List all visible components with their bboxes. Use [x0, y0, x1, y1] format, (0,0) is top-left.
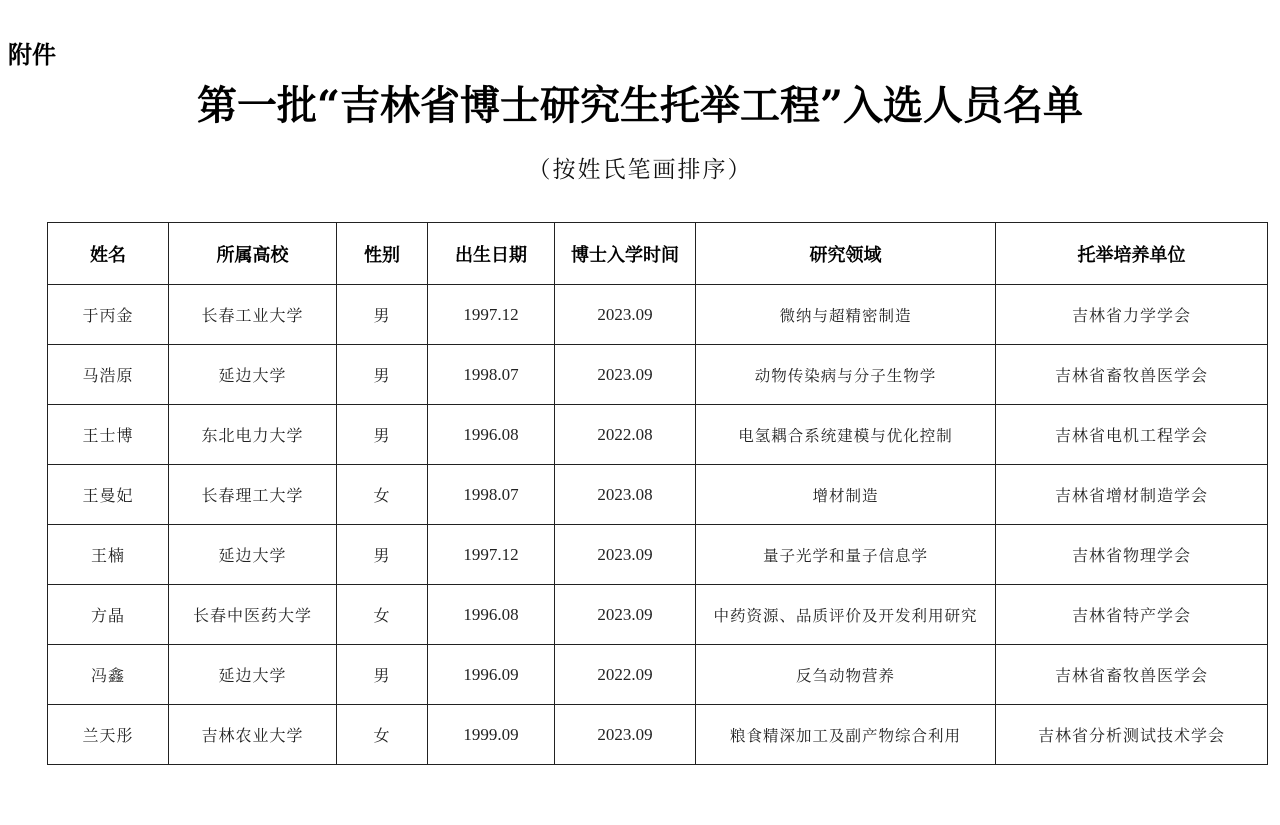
table-row [48, 585, 1268, 645]
cell-enrollment-date: 2022.09 [555, 645, 696, 705]
cell-birth-date: 1997.12 [428, 285, 555, 345]
cell-name: 王楠 [48, 525, 169, 585]
cell-training-unit: 吉林省特产学会 [996, 585, 1268, 645]
header-gender: 性别 [337, 223, 428, 285]
cell-research-field: 粮食精深加工及副产物综合利用 [696, 705, 996, 765]
header-university: 所属高校 [169, 223, 337, 285]
table-row [48, 465, 1268, 525]
cell-research-field: 量子光学和量子信息学 [696, 525, 996, 585]
cell-birth-date: 1996.08 [428, 585, 555, 645]
cell-training-unit: 吉林省畜牧兽医学会 [996, 345, 1268, 405]
cell-enrollment-date: 2023.09 [555, 585, 696, 645]
cell-training-unit: 吉林省畜牧兽医学会 [996, 645, 1268, 705]
cell-name: 兰天彤 [48, 705, 169, 765]
cell-university: 吉林农业大学 [169, 705, 337, 765]
header-research-field: 研究领域 [696, 223, 996, 285]
cell-name: 于丙金 [48, 285, 169, 345]
cell-name: 王曼妃 [48, 465, 169, 525]
cell-enrollment-date: 2023.09 [555, 525, 696, 585]
cell-research-field: 增材制造 [696, 465, 996, 525]
cell-birth-date: 1998.07 [428, 465, 555, 525]
cell-name: 马浩原 [48, 345, 169, 405]
document-title: 第一批“吉林省博士研究生托举工程”入选人员名单 [196, 82, 1083, 129]
cell-training-unit: 吉林省增材制造学会 [996, 465, 1268, 525]
cell-research-field: 微纳与超精密制造 [696, 285, 996, 345]
header-enrollment-date: 博士入学时间 [555, 223, 696, 285]
table-row [48, 405, 1268, 465]
selection-table [47, 222, 1268, 765]
cell-gender: 女 [337, 705, 428, 765]
header-name: 姓名 [48, 223, 169, 285]
cell-gender: 男 [337, 645, 428, 705]
cell-gender: 男 [337, 285, 428, 345]
attachment-label: 附件 [8, 41, 56, 69]
cell-enrollment-date: 2023.09 [555, 345, 696, 405]
cell-birth-date: 1996.09 [428, 645, 555, 705]
cell-university: 东北电力大学 [169, 405, 337, 465]
cell-birth-date: 1997.12 [428, 525, 555, 585]
cell-name: 方晶 [48, 585, 169, 645]
table-row [48, 285, 1268, 345]
cell-enrollment-date: 2022.08 [555, 405, 696, 465]
cell-enrollment-date: 2023.08 [555, 465, 696, 525]
table-row [48, 645, 1268, 705]
table-row [48, 345, 1268, 405]
cell-enrollment-date: 2023.09 [555, 285, 696, 345]
cell-gender: 女 [337, 585, 428, 645]
cell-birth-date: 1998.07 [428, 345, 555, 405]
header-birth-date: 出生日期 [428, 223, 555, 285]
cell-research-field: 电氢耦合系统建模与优化控制 [696, 405, 996, 465]
cell-name: 王士博 [48, 405, 169, 465]
cell-training-unit: 吉林省物理学会 [996, 525, 1268, 585]
cell-training-unit: 吉林省电机工程学会 [996, 405, 1268, 465]
cell-university: 长春中医药大学 [169, 585, 337, 645]
cell-research-field: 动物传染病与分子生物学 [696, 345, 996, 405]
document-subtitle: （按姓氏笔画排序） [527, 157, 753, 183]
cell-research-field: 反刍动物营养 [696, 645, 996, 705]
header-training-unit: 托举培养单位 [996, 223, 1268, 285]
cell-university: 延边大学 [169, 345, 337, 405]
cell-gender: 女 [337, 465, 428, 525]
table-row [48, 705, 1268, 765]
cell-gender: 男 [337, 405, 428, 465]
table-row [48, 525, 1268, 585]
cell-training-unit: 吉林省力学学会 [996, 285, 1268, 345]
cell-gender: 男 [337, 525, 428, 585]
cell-enrollment-date: 2023.09 [555, 705, 696, 765]
cell-gender: 男 [337, 345, 428, 405]
cell-name: 冯鑫 [48, 645, 169, 705]
cell-university: 延边大学 [169, 525, 337, 585]
table-header-row [48, 223, 1268, 285]
cell-birth-date: 1999.09 [428, 705, 555, 765]
cell-birth-date: 1996.08 [428, 405, 555, 465]
cell-research-field: 中药资源、品质评价及开发利用研究 [696, 585, 996, 645]
cell-university: 长春工业大学 [169, 285, 337, 345]
cell-university: 延边大学 [169, 645, 337, 705]
cell-training-unit: 吉林省分析测试技术学会 [996, 705, 1268, 765]
cell-university: 长春理工大学 [169, 465, 337, 525]
